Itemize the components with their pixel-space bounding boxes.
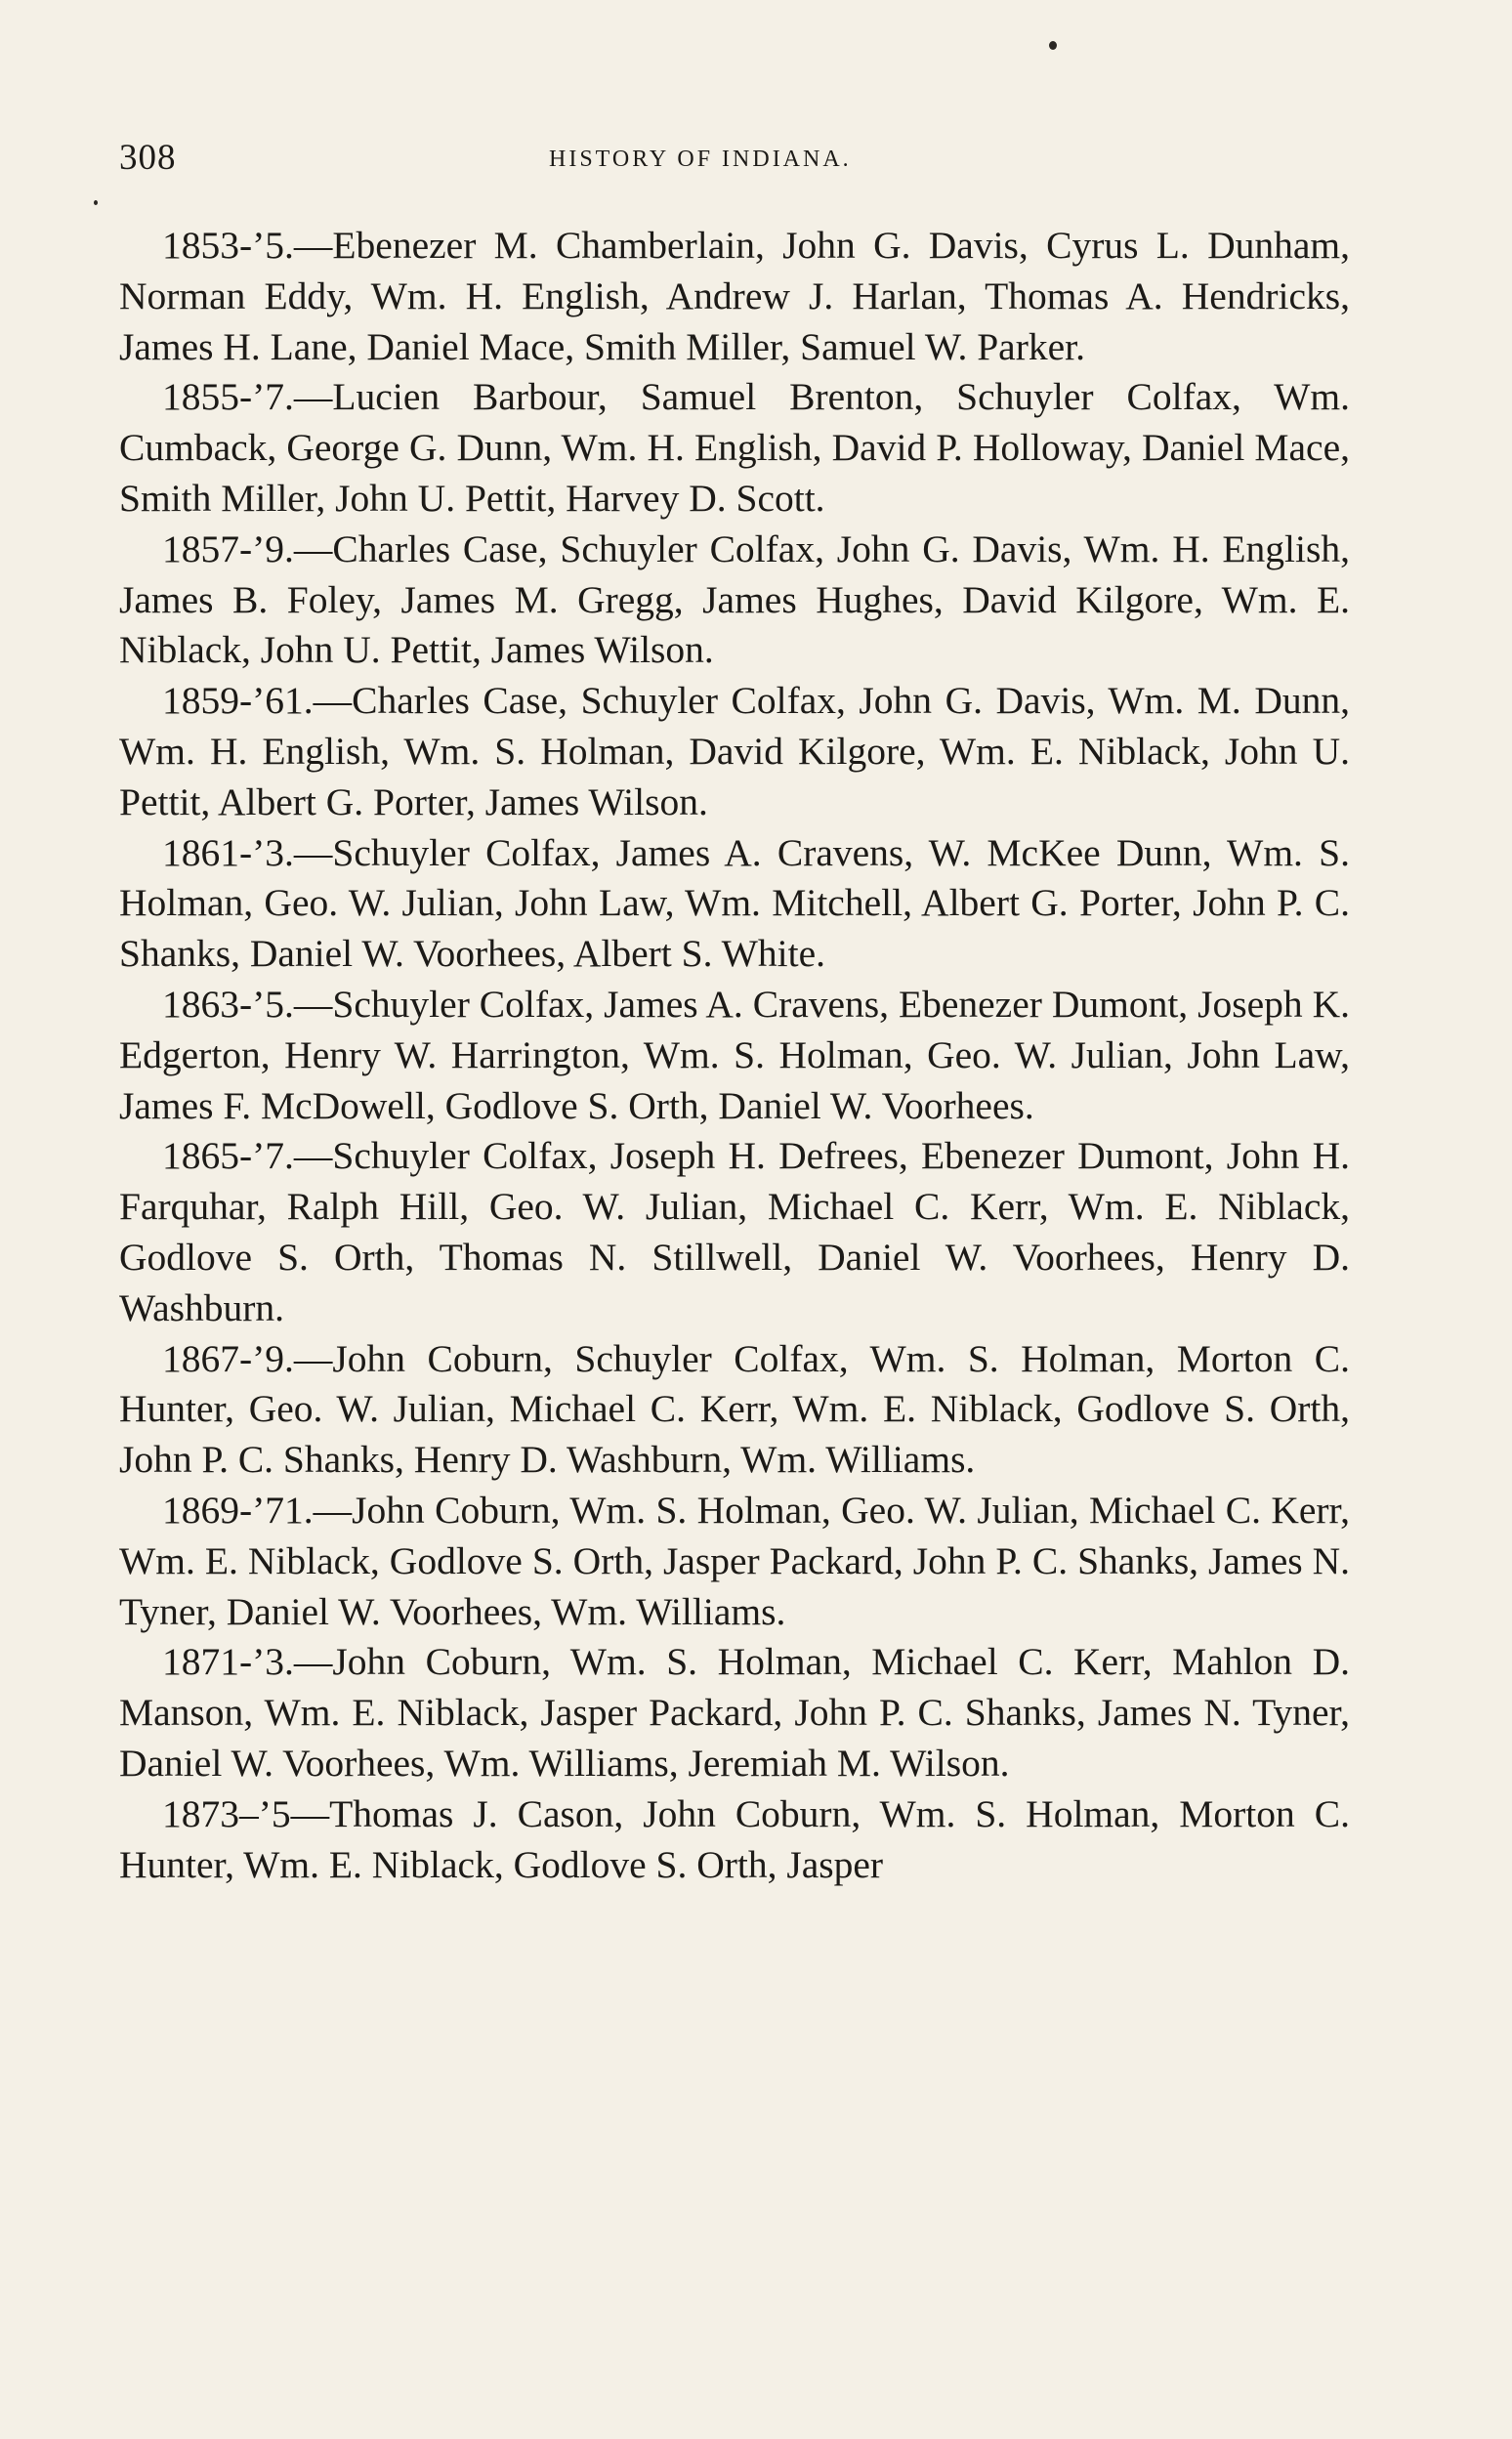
entry-1873: 1873–’5—Thomas J. Cason, John Coburn, Wm. S. Holman, Morton C. Hunter, Wm. E. Niblack, Godlove S. Orth, Jasper — [119, 1791, 1350, 1886]
page-header — [119, 137, 1360, 195]
entry-1863: 1863-’5.—Schuyler Colfax, James A. Cravens, Ebenezer Dumont, Joseph K. Edgerton, Henry W. Harrington, Wm. S. Holman, Geo. W. Julian, John Law, James F. McDowell, Godlove S. Orth, Daniel W. Voorhees. — [119, 982, 1350, 1127]
ink-speck — [94, 200, 98, 205]
entry-1865: 1865-’7.—Schuyler Colfax, Joseph H. Defrees, Ebenezer Dumont, John H. Farquhar, Ralph Hill, Geo. W. Julian, Michael C. Kerr, Wm. E. Niblack, Godlove S. Orth, Thomas N. Stillwell, Daniel W. Voorhees, Henry D. Washburn. — [119, 1134, 1350, 1329]
ink-speck — [1049, 41, 1057, 50]
page-number: 308 — [119, 138, 177, 178]
entry-1867: 1867-’9.—John Coburn, Schuyler Colfax, Wm. S. Holman, Morton C. Hunter, Geo. W. Julian, Michael C. Kerr, Wm. E. Niblack, Godlove S. Orth, John P. C. Shanks, Henry D. Washburn, Wm. Williams. — [119, 1336, 1350, 1482]
entry-1861: 1861-’3.—Schuyler Colfax, James A. Cravens, W. McKee Dunn, Wm. S. Holman, Geo. W. Julian, John Law, Wm. Mitchell, Albert G. Porter, John P. C. Shanks, Daniel W. Voorhees, Albert S. White. — [119, 830, 1350, 976]
running-head: HISTORY OF INDIANA. — [549, 147, 852, 172]
entry-1855: 1855-’7.—Lucien Barbour, Samuel Brenton, Schuyler Colfax, Wm. Cumback, George G. Dunn, Wm. H. English, David P. Holloway, Daniel Mace, Smith Miller, John U. Pettit, Harvey D. Scott. — [119, 375, 1350, 520]
body-text — [119, 221, 1350, 1890]
entry-1859: 1859-’61.—Charles Case, Schuyler Colfax, John G. Davis, Wm. M. Dunn, Wm. H. English, Wm. S. Holman, David Kilgore, Wm. E. Niblack, John U. Pettit, Albert G. Porter, James Wilson. — [119, 679, 1350, 823]
entry-1871: 1871-’3.—John Coburn, Wm. S. Holman, Michael C. Kerr, Mahlon D. Manson, Wm. E. Niblack, Jasper Packard, John P. C. Shanks, James N. Tyner, Daniel W. Voorhees, Wm. Williams, Jeremiah M. Wilson. — [119, 1640, 1350, 1785]
entry-1869: 1869-’71.—John Coburn, Wm. S. Holman, Geo. W. Julian, Michael C. Kerr, Wm. E. Niblack, Godlove S. Orth, Jasper Packard, John P. C. Shanks, James N. Tyner, Daniel W. Voorhees, Wm. Williams. — [119, 1488, 1350, 1633]
entry-1857: 1857-’9.—Charles Case, Schuyler Colfax, John G. Davis, Wm. H. English, James B. Foley, James M. Gregg, James Hughes, David Kilgore, Wm. E. Niblack, John U. Pettit, James Wilson. — [119, 526, 1350, 672]
entry-1853: 1853-’5.—Ebenezer M. Chamberlain, John G. Davis, Cyrus L. Dunham, Norman Eddy, Wm. H. English, Andrew J. Harlan, Thomas A. Hendricks, James H. Lane, Daniel Mace, Smith Miller, Samuel W. Parker. — [119, 224, 1350, 368]
